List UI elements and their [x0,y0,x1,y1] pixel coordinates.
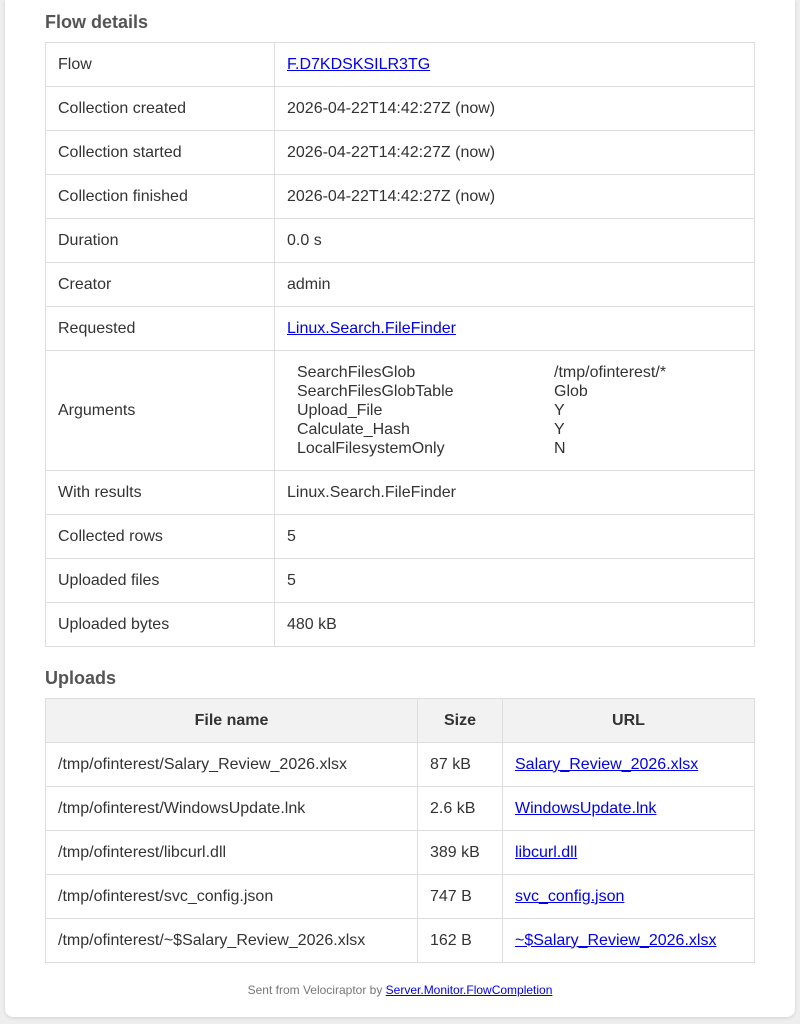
argument-value: Y [554,421,565,438]
upload-file-name: /tmp/ofinterest/libcurl.dll [46,831,418,875]
details-row-flow [46,43,755,87]
details-label: Creator [46,263,275,307]
upload-url-cell [503,831,755,875]
column-header-file-name: File name [46,699,418,743]
details-value: 0.0 s [275,219,755,263]
details-row-uploaded-files [46,559,755,603]
argument-value: N [554,440,566,457]
details-row-creator [46,263,755,307]
table-row [46,831,755,875]
argument-name: LocalFilesystemOnly [297,440,445,457]
footer [5,983,795,997]
details-row-collection-started [46,131,755,175]
details-row-uploaded-bytes [46,603,755,647]
column-header-size: Size [418,699,503,743]
upload-url-cell [503,787,755,831]
details-label: Collection created [46,87,275,131]
requested-artifact-link[interactable]: Linux.Search.FileFinder [287,319,456,337]
details-row-arguments [46,351,755,471]
details-label: Uploaded files [46,559,275,603]
uploads-header-row [46,699,755,743]
upload-file-name: /tmp/ofinterest/~$Salary_Review_2026.xlsx [46,919,418,963]
details-value: 480 kB [275,603,755,647]
details-label: Requested [46,307,275,351]
argument-name: Calculate_Hash [297,421,410,438]
upload-url-cell [503,919,755,963]
details-label: Collection started [46,131,275,175]
column-header-url: URL [503,699,755,743]
flow-completion-card [5,0,795,1017]
details-row-with-results [46,471,755,515]
details-label: With results [46,471,275,515]
details-value: 2026-04-22T14:42:27Z (now) [275,175,755,219]
argument-name: Upload_File [297,402,383,419]
details-value: admin [275,263,755,307]
details-row-requested [46,307,755,351]
upload-file-name: /tmp/ofinterest/WindowsUpdate.lnk [46,787,418,831]
flow-details-title: Flow details [45,12,149,32]
details-label: Arguments [46,351,275,471]
details-value: 5 [275,515,755,559]
details-value: 5 [275,559,755,603]
details-label: Flow [46,43,275,87]
details-value [275,43,755,87]
details-row-collection-finished [46,175,755,219]
arguments-value [275,351,755,471]
upload-size: 162 B [418,919,503,963]
flow-details-table [45,42,755,647]
upload-url-cell [503,743,755,787]
footer-text: Sent from Velociraptor by [247,983,386,997]
argument-value: Y [554,402,565,419]
upload-download-link[interactable]: svc_config.json [515,887,625,905]
flow-id-link[interactable]: F.D7KDSKSILR3TG [287,55,431,73]
details-row-collected-rows [46,515,755,559]
upload-size: 389 kB [418,831,503,875]
upload-download-link[interactable]: Salary_Review_2026.xlsx [515,755,699,773]
upload-url-cell [503,875,755,919]
upload-download-link[interactable]: WindowsUpdate.lnk [515,799,657,817]
table-row [46,743,755,787]
details-value [275,307,755,351]
uploads-title: Uploads [45,668,117,688]
details-value: 2026-04-22T14:42:27Z (now) [275,131,755,175]
upload-size: 87 kB [418,743,503,787]
uploads-table [45,698,755,963]
argument-value: /tmp/ofinterest/* [554,364,667,381]
argument-name: SearchFilesGlob [297,364,416,381]
upload-file-name: /tmp/ofinterest/Salary_Review_2026.xlsx [46,743,418,787]
details-value: Linux.Search.FileFinder [275,471,755,515]
upload-file-name: /tmp/ofinterest/svc_config.json [46,875,418,919]
upload-download-link[interactable]: libcurl.dll [515,843,578,861]
details-row-duration [46,219,755,263]
details-label: Collection finished [46,175,275,219]
details-label: Uploaded bytes [46,603,275,647]
table-row [46,875,755,919]
table-row [46,919,755,963]
arguments-list [287,363,742,458]
argument-name: SearchFilesGlobTable [297,383,454,400]
argument-value: Glob [554,383,588,400]
upload-size: 747 B [418,875,503,919]
details-value: 2026-04-22T14:42:27Z (now) [275,87,755,131]
upload-size: 2.6 kB [418,787,503,831]
upload-download-link[interactable]: ~$Salary_Review_2026.xlsx [515,931,717,949]
details-label: Collected rows [46,515,275,559]
footer-monitor-link[interactable]: Server.Monitor.FlowCompletion [385,983,553,997]
details-label: Duration [46,219,275,263]
table-row [46,787,755,831]
details-row-collection-created [46,87,755,131]
